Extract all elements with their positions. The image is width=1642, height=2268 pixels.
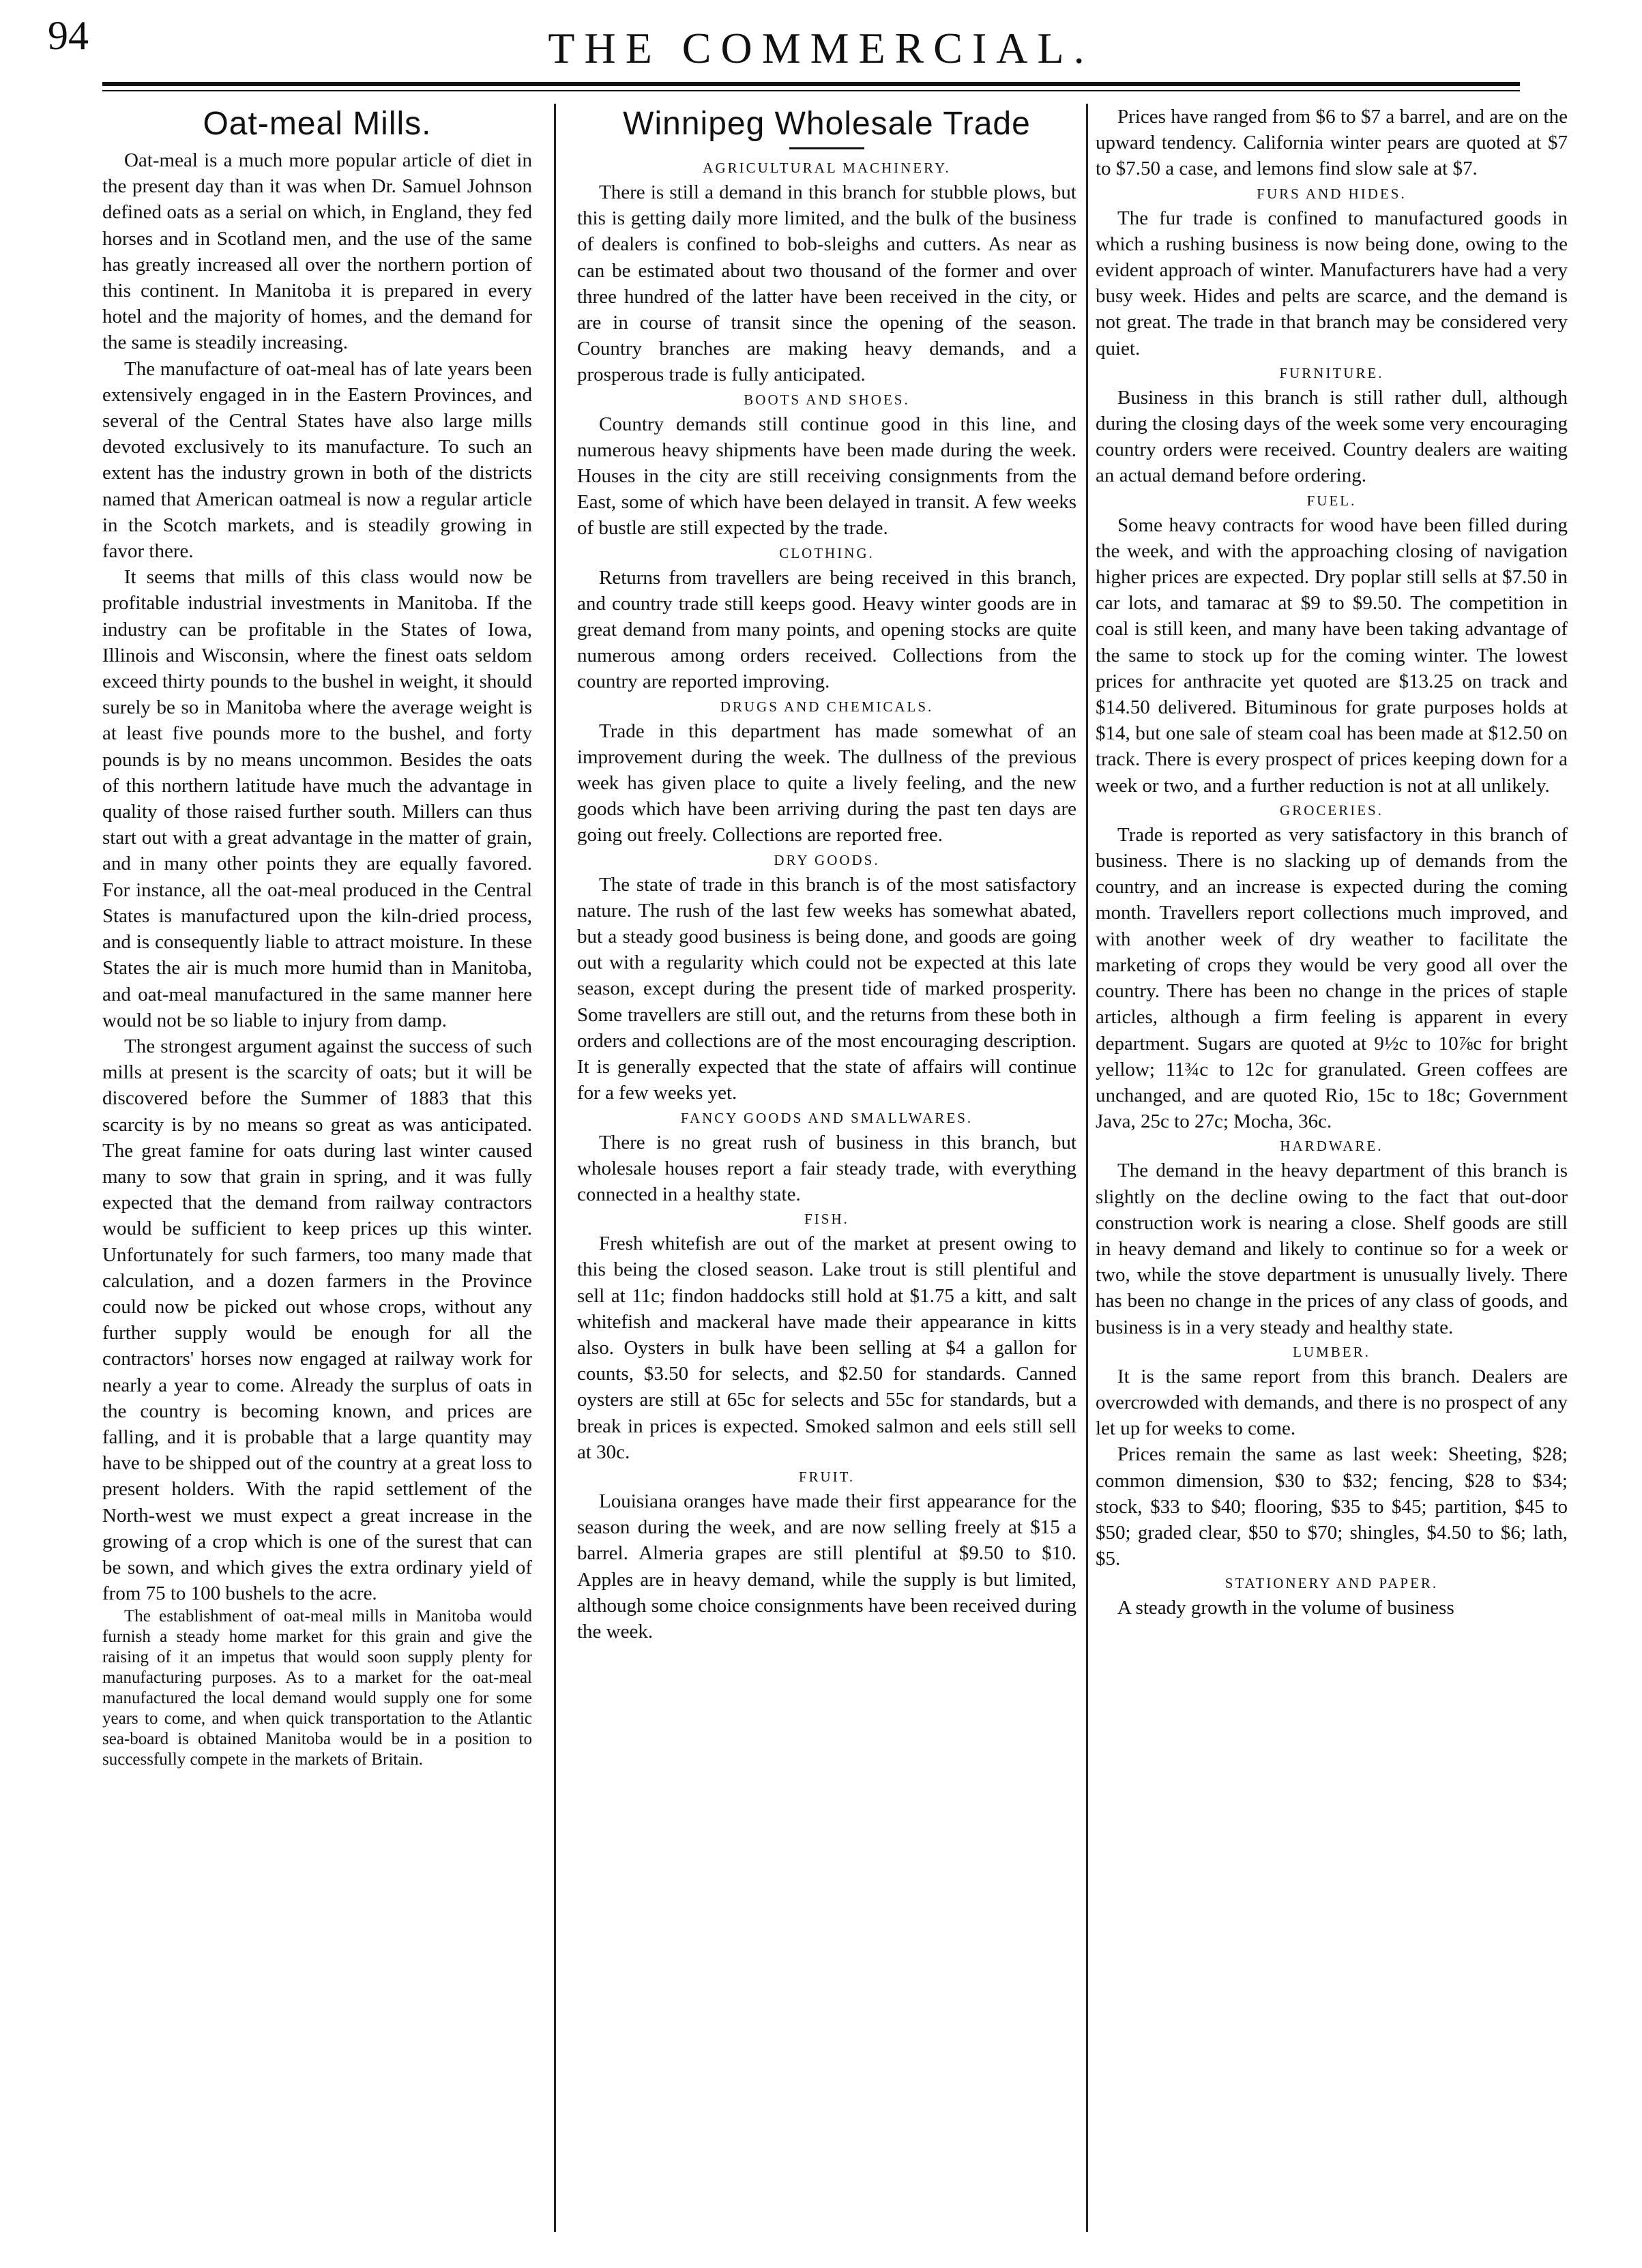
- masthead-title: THE COMMERCIAL.: [548, 24, 1094, 72]
- article-oat-meal-mills: [102, 104, 532, 2225]
- section-text: Fresh whitefish are out of the market at present owing to this being the closed season. Lake trout is still plentiful and sell at 11c; findon haddocks still hold at $1.75 a kitt, and salt whitefish and mackeral have made their appearance in kitts also. Oysters in bulk have been selling at $4 a gallon for counts, $3.50 for selects, and $2.50 for standards. Canned oysters are still at 65c for selects and 55c for standards, but a break in prices is expected. Smoked salmon and eels still sell at 30c.: [577, 1233, 1076, 1463]
- section-title: BOOTS AND SHOES.: [744, 391, 910, 408]
- section-title: FURS AND HIDES.: [1257, 185, 1407, 202]
- article-trade-continued: [1096, 104, 1568, 2225]
- masthead-rule-thin: [102, 90, 1520, 91]
- heading-dash: [789, 147, 864, 149]
- section-text: Prices have ranged from $6 to $7 a barrel, and are on the upward tendency. California winter pears are quoted at $7 to $7.50 a case, and lemons find slow sale at $7.: [1096, 106, 1568, 180]
- article-paragraph: The strongest argument against the success of such mills at present is the scarcity of oats; but it will be discovered before the Summer of 1883 that this scarcity is by no means so great as was anticipated. The great famine for oats during last winter caused many to sow that grain in spring, and it was fully expected that the demand from railway contractors would be sufficient to keep prices up this winter. Unfortunately for such farmers, too many made that calculation, and a dozen farmers in the Province could now be picked out whose crops, without any further supply would be enough for all the contractors' horses now engaged at railway work for nearly a year to come. Already the surplus of oats in the country is becoming known, and prices are falling, and it is probable that a large quantity may have to be shipped out of the country at a great loss to present holders. With the rapid settlement of the North-west we must expect a great increase in the growing of a crop which is one of the surest that can be sown, and which gives the extra ordinary yield of from 75 to 100 bushels to the acre.: [102, 1035, 532, 1605]
- section-text: It is the same report from this branch. Dealers are overcrowded with demands, and there is no prospect of any let up for weeks to come.: [1096, 1365, 1568, 1440]
- column-divider-1: [554, 104, 556, 2232]
- masthead-rule-thick: [102, 82, 1520, 86]
- article-paragraph: The establishment of oat-meal mills in Manitoba would furnish a steady home market for this grain and give the raising of it an impetus that would soon supply plenty for manufacturing purposes. As to a market for the oat-meal manufactured the local demand would supply one for some years to come, and when quick transportation to the Atlantic sea-board is obtained Manitoba would be in a position to successfully compete in the markets of Britain.: [102, 1607, 532, 1769]
- section-text: Trade is reported as very satisfactory in this branch of business. There is no slacking up of demands from the country, and an increase is expected during the coming month. Travellers report collections much improved, and with another week of dry weather to facilitate the marketing of crops they would be very good all over the country. There has been no change in the prices of staple articles, although a firm feeling is apparent in every department. Sugars are quoted at 9½c to 10⅞c for bright yellow; 11¾c to 12c for granulated. Green coffees are unchanged, and are quoted Rio, 15c to 18c; Government Java, 25c to 27c; Mocha, 36c.: [1096, 823, 1568, 1133]
- article-paragraph: Oat-meal is a much more popular article of diet in the present day than it was when Dr. Samuel Johnson defined oats as a serial on which, in England, they fed horses and in Scotland men, and the use of the same has greatly increased all over the northern portion of this continent. In Manitoba it is prepared in every hotel and the majority of homes, and the demand for the same is steadily increasing.: [102, 149, 532, 354]
- section-title: FISH.: [804, 1211, 849, 1228]
- section-text: The state of trade in this branch is of the most satisfactory nature. The rush of the last few weeks has somewhat abated, but a steady good business is being done, and goods are going out with a regularity which could not be expected at this late season, except during the present tide of marked prosperity. Some travellers are still out, and the returns from these both in orders and collections are of the most encouraging description. It is generally expected that the state of affairs will continue for a few weeks yet.: [577, 873, 1076, 1104]
- section-title: GROCERIES.: [1280, 801, 1383, 819]
- section-text: There is still a demand in this branch for stubble plows, but this is getting daily more limited, and the bulk of the business of dealers is confined to bob-sleighs and cutters. As near as can be estimated about two thousand of the former and over three hundred of the latter have been received in the city, or are in course of transit since the opening of the season. Country branches are making heavy demands, and a prosperous trade is fully anticipated.: [577, 181, 1076, 386]
- section-title: STATIONERY AND PAPER.: [1225, 1575, 1439, 1592]
- section-title: LUMBER.: [1293, 1343, 1370, 1360]
- section-text: Country demands still continue good in this line, and numerous heavy shipments have been made during the week. Houses in the city are still receiving consignments from the East, some of which have been delayed in transit. A few weeks of bustle are still expected by the trade.: [577, 413, 1076, 540]
- section-title: FRUIT.: [798, 1468, 855, 1485]
- article-paragraph: The manufacture of oat-meal has of late years been extensively engaged in in the Eastern Provinces, and several of the Central States have also large mills devoted exclusively to its manufacture. To such an extent has the industry grown in both of the districts named that American oatmeal is now a regular article in the Scotch markets, and is steadily growing in favor there.: [102, 357, 532, 563]
- article-winnipeg-wholesale-trade: [577, 104, 1076, 2225]
- section-text: Louisiana oranges have made their first appearance for the season during the week, and are now selling freely at $15 a barrel. Almeria grapes are still plentiful at $9.50 to $10. Apples are in heavy demand, while the supply is but limited, although some choice consignments have been received during the week.: [577, 1490, 1076, 1643]
- section-title: DRY GOODS.: [774, 851, 880, 868]
- section-text: Prices remain the same as last week: Sheeting, $28; common dimension, $30 to $32; fencing, $28 to $34; stock, $33 to $40; flooring, $35 to $45; partition, $45 to $50; graded clear, $50 to $70; shingles, $4.50 to $6; lath, $5.: [1096, 1443, 1568, 1570]
- page-number: 94: [48, 13, 89, 58]
- section-title: CLOTHING.: [779, 544, 875, 561]
- article-paragraph: It seems that mills of this class would now be profitable industrial investments in Manitoba. If the industry can be profitable in the States of Iowa, Illinois and Wisconsin, where the finest oats seldom exceed thirty pounds to the bushel in weight, it should surely be so in Manitoba where the average weight is at least five pounds more to the bushel, and forty pounds is by no means uncommon. Besides the oats of this northern latitude have much the advantage in quality of those raised further south. Millers can thus start out with a great advantage in the matter of grain, and in many other points they are equally favored. For instance, all the oat-meal produced in the Central States is manufactured upon the kiln-dried process, and is consequently liable to attract moisture. In these States the air is much more humid than in Manitoba, and oat-meal manufactured in the same manner here would not be so liable to injury from damp.: [102, 566, 532, 1031]
- section-title: FANCY GOODS AND SMALLWARES.: [680, 1109, 973, 1126]
- section-text: Some heavy contracts for wood have been filled during the week, and with the approaching closing of navigation higher prices are expected. Dry poplar still sells at $7.50 in car lots, and tamarac at $9 to $9.50. The competition in coal is still keen, and many have been taking advantage of the same to stock up for the coming winter. The lowest prices for anthracite yet quoted are $13.25 on track and $14.50 delivered. Bituminous for grate purposes holds at $14, but one sale of steam coal has been made at $12.50 on track. There is every prospect of prices keeping down for a week or two, and a further reduction is not at all unlikely.: [1096, 514, 1568, 797]
- column-divider-2: [1086, 104, 1088, 2232]
- section-text: Returns from travellers are being received in this branch, and country trade still keeps good. Heavy winter goods are in great demand from many points, and opening stocks are quite numerous among orders received. Collections from the country are reported improving.: [577, 566, 1076, 693]
- section-title: HARDWARE.: [1280, 1138, 1383, 1155]
- section-title: FURNITURE.: [1279, 364, 1384, 381]
- article-heading: Oat-meal Mills.: [203, 106, 432, 142]
- section-text: The demand in the heavy department of this branch is slightly on the decline owing to the fact that out-door construction work is nearing a close. Shelf goods are still in heavy demand and likely to continue so for a week or two, while the stove department is unusually lively. There has been no change in the prices of any class of goods, and business is in a very steady and healthy state.: [1096, 1160, 1568, 1338]
- section-text: There is no great rush of business in this branch, but wholesale houses report a fair steady trade, with everything connected in a healthy state.: [577, 1131, 1076, 1205]
- section-title: DRUGS AND CHEMICALS.: [720, 698, 934, 715]
- section-text: Business in this branch is still rather dull, although during the closing days of the week some very encouraging country orders were received. Country dealers are waiting an actual demand before ordering.: [1096, 386, 1568, 487]
- section-text: The fur trade is confined to manufactured goods in which a rushing business is now being done, owing to the evident approach of winter. Manufacturers have had a very busy week. Hides and pelts are scarce, and the demand is not great. The trade in that branch may be considered very quiet.: [1096, 207, 1568, 359]
- section-text: Trade in this department has made somewhat of an improvement during the week. The dullness of the previous week has given place to quite a lively feeling, and the new goods which have been arriving during the past ten days are going out freely. Collections are reported free.: [577, 720, 1076, 846]
- section-title: AGRICULTURAL MACHINERY.: [703, 160, 951, 176]
- section-title: FUEL.: [1306, 492, 1357, 509]
- article-heading: Winnipeg Wholesale Trade: [623, 106, 1031, 142]
- section-text: A steady growth in the volume of business: [1117, 1597, 1454, 1619]
